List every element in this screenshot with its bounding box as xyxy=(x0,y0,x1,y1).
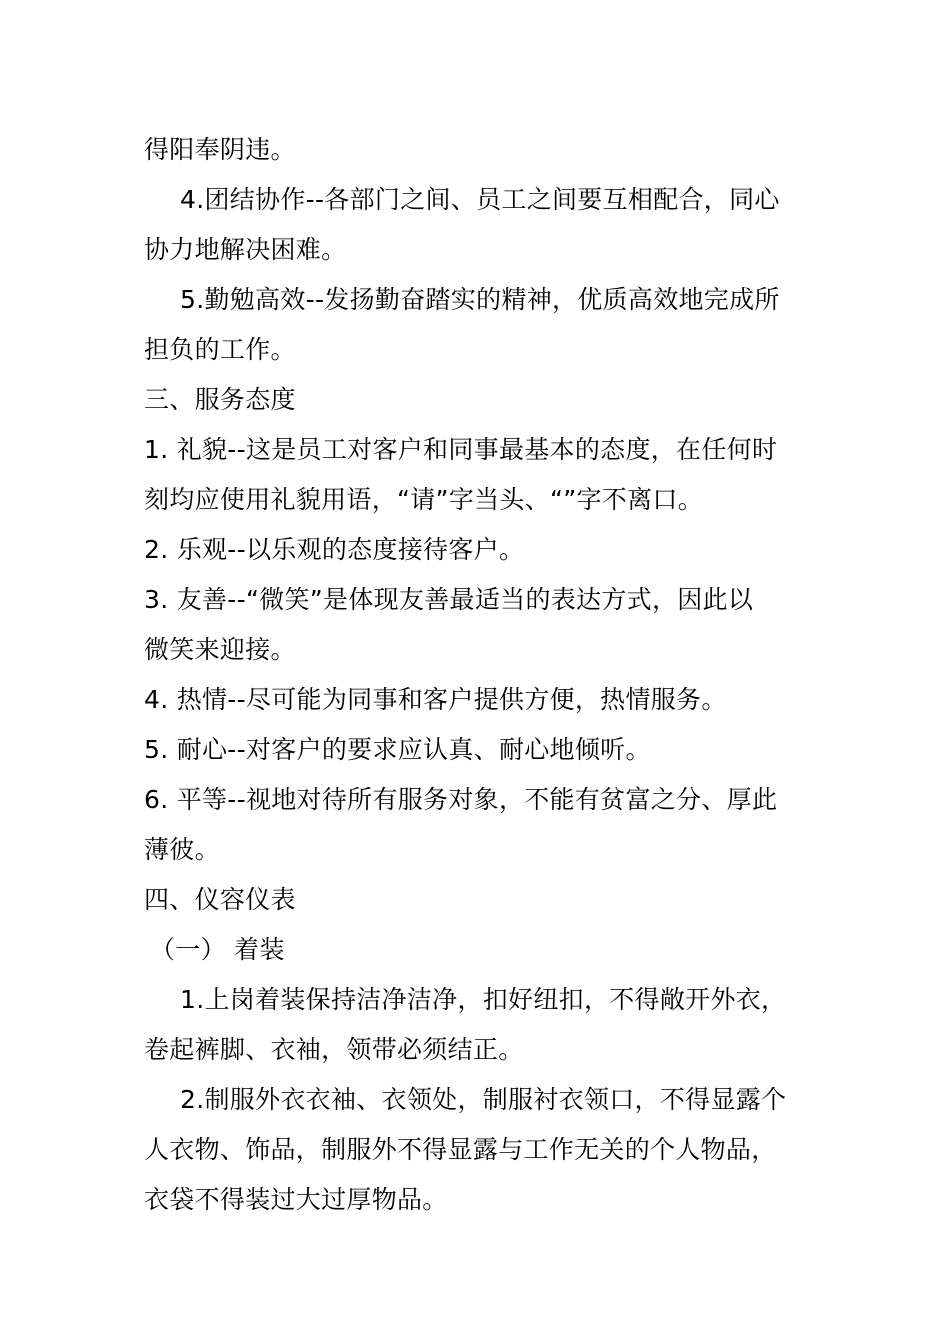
text-line: 2. 乐观--以乐观的态度接待客户。 xyxy=(144,535,525,564)
subsection-heading: （一） 着装 xyxy=(150,935,285,964)
section-heading: 三、服务态度 xyxy=(144,385,296,414)
section-heading: 四、仪容仪表 xyxy=(144,885,296,914)
text-line: 卷起裤脚、衣袖，领带必须结正。 xyxy=(144,1035,524,1064)
text-line: 微笑来迎接。 xyxy=(144,635,296,664)
text-line: 担负的工作。 xyxy=(144,335,296,364)
text-line: 5. 耐心--对客户的要求应认真、耐心地倾听。 xyxy=(144,735,651,764)
text-line: 2.制服外衣衣袖、衣领处，制服衬衣领口，不得显露个 xyxy=(180,1085,787,1114)
text-line: 薄彼。 xyxy=(144,835,220,864)
text-line: 4.团结协作--各部门之间、员工之间要互相配合，同心 xyxy=(180,185,780,214)
text-line: 协力地解决困难。 xyxy=(144,235,347,264)
text-line: 3. 友善--“微笑”是体现友善最适当的表达方式，因此以 xyxy=(144,585,754,614)
text-line: 刻均应使用礼貌用语，“请”字当头、“”字不离口。 xyxy=(144,485,704,514)
text-line: 得阳奉阴违。 xyxy=(144,135,296,164)
text-line: 6. 平等--视地对待所有服务对象，不能有贫富之分、厚此 xyxy=(144,785,778,814)
text-line: 人衣物、饰品，制服外不得显露与工作无关的个人物品， xyxy=(144,1135,777,1164)
text-line: 5.勤勉高效--发扬勤奋踏实的精神，优质高效地完成所 xyxy=(180,285,780,314)
text-line: 4. 热情--尽可能为同事和客户提供方便，热情服务。 xyxy=(144,685,727,714)
text-line: 1. 礼貌--这是员工对客户和同事最基本的态度，在任何时 xyxy=(144,435,778,464)
text-line: 1.上岗着装保持洁净洁净，扣好纽扣，不得敞开外衣， xyxy=(180,985,787,1014)
text-line: 衣袋不得装过大过厚物品。 xyxy=(144,1185,448,1214)
